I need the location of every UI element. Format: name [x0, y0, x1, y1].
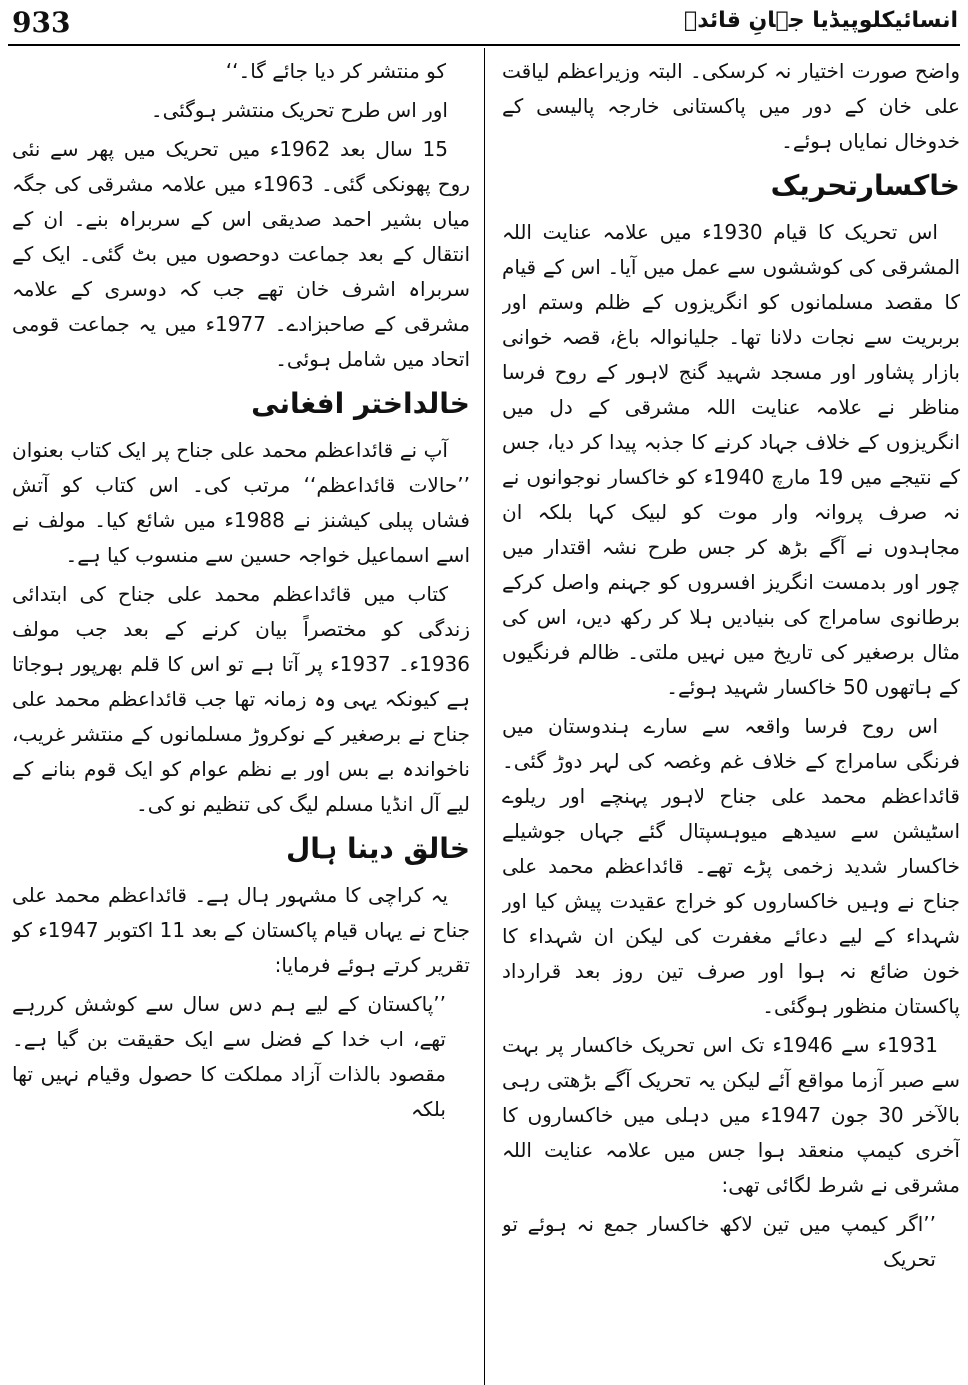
section-heading-khaksar-tehreek: خاکسارتحریک — [770, 169, 960, 202]
section-heading-khaliq-dina-hall: خالق دینا ہال — [286, 832, 470, 865]
paragraph: اس تحریک کا قیام 1930ء میں علامہ عنایت اللہ المشرقی کی کوششوں سے عمل میں آیا۔ اس کے قیام کا مقصد مسلمانوں کو انگریزوں کے ظلم وستم اور بربریت سے نجات دلانا تھا۔ جلیانوالہ باغ، قصہ خوانی بازار پشاور اور مسجد شہید گنج لاہور کے روح فرسا مناظر نے علامہ عنایت اللہ مشرقی کے دل میں انگریزوں کے خلاف جہاد کرنے کا جذبہ پیدا کر دیا، جس کے نتیجے میں 19 مارچ 1940ء کو خاکسار نوجوانوں نے نہ صرف پروانہ وار موت کو لبیک کہا بلکہ ان مجاہدوں نے آگے بڑھ کر جس طرح نشہ اقتدار میں چور اور بدمست انگریز افسروں کو جہنم واصل کرکے برطانوی سامراج کی بنیادیں ہلا کر رکھ دیں، اس کی مثال برصغیر کی تاریخ میں نہیں ملتی۔ ظالم فرنگیوں کے ہاتھوں 50 خاکسار شہید ہوئے۔ — [502, 220, 960, 699]
block-quote-continued: کو منتشر کر دیا جائے گا۔‘‘ — [225, 59, 446, 83]
paragraph: 15 سال بعد 1962ء میں تحریک میں پھر سے نئی روح پھونکی گئی۔ 1963ء میں علامہ مشرقی کی جگہ میاں بشیر احمد صدیقی اس کے سربراہ بنے۔ ان کے انتقال کے بعد جماعت دوحصوں میں بٹ گئی۔ ایک کے سربراہ اشرف خان تھے جب کہ دوسری کے علامہ مشرقی کے صاحبزادے۔ 1977ء میں یہ جماعت قومی اتحاد میں شامل ہوئی۔ — [12, 137, 470, 371]
paragraph: اور اس طرح تحریک منتشر ہوگئی۔ — [150, 98, 448, 122]
paragraph: 1931ء سے 1946ء تک اس تحریک خاکسار پر بہت سے صبر آزما مواقع آئے لیکن یہ تحریک آگے بڑھتی رہی بالآخر 30 جون 1947ء میں دہلی میں خاکساروں کا آخری کیمپ منعقد ہوا جس میں علامہ عنایت اللہ مشرقی نے شرط لگائی تھی: — [502, 1033, 960, 1197]
paragraph: کتاب میں قائداعظم محمد علی جناح کی ابتدائی زندگی کو مختصراً بیان کرنے کے بعد جب مولف 1936ء۔ 1937ء پر آتا ہے تو اس کا قلم بھرپور ہوجاتا ہے کیونکہ یہی وہ زمانہ تھا جب قائداعظم محمد علی جناح نے برصغیر کے نوکروڑ مسلمانوں کے منتشر غریب، ناخواندہ بے بس اور بے نظم عوام کو ایک قوم بنانے کے لیے آل انڈیا مسلم لیگ کی تنظیم نو کی۔ — [12, 582, 470, 816]
paragraph: آپ نے قائداعظم محمد علی جناح پر ایک کتاب بعنوان ’’حالات قائداعظم‘‘ مرتب کی۔ اس کتاب کو آتش فشاں پبلی کیشنز نے 1988ء میں شائع کیا۔ مولف نے اسے اسماعیل خواجہ حسین سے منسوب کیا ہے۔ — [12, 438, 470, 567]
block-quote: ’’پاکستان کے لیے ہم دس سال سے کوشش کررہے تھے، اب خدا کے فضل سے ایک حقیقت بن گیا ہے۔ مقصود بالذات آزاد مملکت کا حصول وقیام نہیں تھا بلکہ — [12, 992, 446, 1121]
paragraph: واضح صورت اختیار نہ کرسکی۔ البتہ وزیراعظم لیاقت علی خان کے دور میں پاکستانی خارجہ پالیسی کے خدوخال نمایاں ہوئے۔ — [502, 59, 960, 153]
column-divider — [484, 48, 485, 1385]
right-column — [502, 54, 960, 1379]
page-number: 933 — [12, 6, 71, 39]
running-title: انسائیکلوپیڈیا جہانِ قائدؒ — [684, 8, 958, 33]
section-heading-khalid-akhtar-afghani: خالداختر افغانی — [251, 387, 470, 420]
left-column — [12, 54, 470, 1379]
block-quote: ’’اگر کیمپ میں تین لاکھ خاکسار جمع نہ ہوئے تو تحریک — [502, 1212, 936, 1271]
paragraph: یہ کراچی کا مشہور ہال ہے۔ قائداعظم محمد علی جناح نے یہاں قیام پاکستان کے بعد 11 اکتوبر 1947ء کو تقریر کرتے ہوئے فرمایا: — [12, 883, 470, 977]
page-header — [8, 0, 960, 46]
paragraph: اس روح فرسا واقعہ سے سارے ہندوستان میں فرنگی سامراج کے خلاف غم وغصہ کی لہر دوڑ گئی۔ قائداعظم محمد علی جناح لاہور پہنچے اور ریلوے اسٹیشن سے سیدھے میوہسپتال گئے جہاں جوشیلے خاکسار شدید زخمی پڑے تھے۔ قائداعظم محمد علی جناح نے وہیں خاکساروں کو خراج عقیدت پیش کیا اور شہداء کے لیے دعائے مغفرت کی لیکن ان شہداء کا خون ضائع نہ ہوا اور صرف تین روز بعد قرارداد پاکستان منظور ہوگئی۔ — [502, 714, 960, 1018]
